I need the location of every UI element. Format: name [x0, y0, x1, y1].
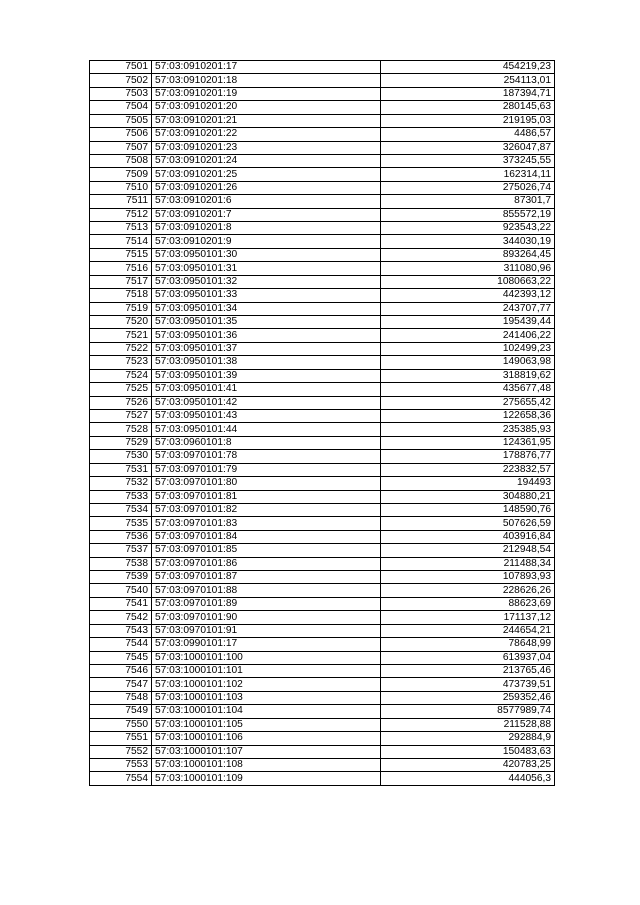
cadastral-value-cell: 195439,44: [381, 316, 555, 329]
cadastral-value-cell: 373245,55: [381, 154, 555, 167]
cadastral-value-cell: 444056,3: [381, 772, 555, 785]
table-row: [90, 316, 555, 329]
cadastral-value-cell: 228626,26: [381, 584, 555, 597]
table-row: [90, 503, 555, 516]
cadastral-number-cell: 57:03:0950101:35: [152, 316, 381, 329]
row-number-cell: 7519: [90, 302, 152, 315]
cadastral-value-cell: 211528,88: [381, 718, 555, 731]
table-row: [90, 718, 555, 731]
table-row: [90, 517, 555, 530]
row-number-cell: 7529: [90, 436, 152, 449]
cadastral-number-cell: 57:03:0910201:22: [152, 128, 381, 141]
cadastral-number-cell: 57:03:0990101:17: [152, 638, 381, 651]
row-number-cell: 7526: [90, 396, 152, 409]
cadastral-value-cell: 171137,12: [381, 611, 555, 624]
table-row: [90, 128, 555, 141]
row-number-cell: 7552: [90, 745, 152, 758]
row-number-cell: 7524: [90, 369, 152, 382]
cadastral-value-table: [89, 60, 555, 786]
row-number-cell: 7528: [90, 423, 152, 436]
table-row: [90, 584, 555, 597]
cadastral-value-cell: 275655,42: [381, 396, 555, 409]
cadastral-number-cell: 57:03:0910201:18: [152, 74, 381, 87]
table-body: [90, 61, 555, 786]
row-number-cell: 7503: [90, 87, 152, 100]
row-number-cell: 7548: [90, 691, 152, 704]
cadastral-number-cell: 57:03:0910201:7: [152, 208, 381, 221]
cadastral-value-cell: 162314,11: [381, 168, 555, 181]
table-row: [90, 195, 555, 208]
row-number-cell: 7505: [90, 114, 152, 127]
cadastral-number-cell: 57:03:0970101:87: [152, 571, 381, 584]
cadastral-number-cell: 57:03:0950101:43: [152, 409, 381, 422]
row-number-cell: 7525: [90, 383, 152, 396]
row-number-cell: 7535: [90, 517, 152, 530]
row-number-cell: 7544: [90, 638, 152, 651]
table-row: [90, 436, 555, 449]
cadastral-value-cell: 893264,45: [381, 248, 555, 261]
cadastral-value-cell: 311080,96: [381, 262, 555, 275]
table-row: [90, 168, 555, 181]
cadastral-number-cell: 57:03:0950101:30: [152, 248, 381, 261]
row-number-cell: 7534: [90, 503, 152, 516]
cadastral-number-cell: 57:03:0910201:6: [152, 195, 381, 208]
table-row: [90, 423, 555, 436]
cadastral-number-cell: 57:03:0950101:36: [152, 329, 381, 342]
table-row: [90, 101, 555, 114]
row-number-cell: 7521: [90, 329, 152, 342]
cadastral-number-cell: 57:03:1000101:100: [152, 651, 381, 664]
cadastral-value-cell: 124361,95: [381, 436, 555, 449]
table-row: [90, 463, 555, 476]
cadastral-value-cell: 187394,71: [381, 87, 555, 100]
cadastral-number-cell: 57:03:0970101:86: [152, 557, 381, 570]
row-number-cell: 7542: [90, 611, 152, 624]
row-number-cell: 7531: [90, 463, 152, 476]
row-number-cell: 7513: [90, 222, 152, 235]
table-row: [90, 409, 555, 422]
cadastral-value-cell: 304880,21: [381, 490, 555, 503]
cadastral-number-cell: 57:03:0910201:21: [152, 114, 381, 127]
row-number-cell: 7518: [90, 289, 152, 302]
cadastral-value-cell: 613937,04: [381, 651, 555, 664]
row-number-cell: 7543: [90, 624, 152, 637]
cadastral-number-cell: 57:03:0970101:79: [152, 463, 381, 476]
cadastral-number-cell: 57:03:0970101:81: [152, 490, 381, 503]
table-row: [90, 222, 555, 235]
table-row: [90, 302, 555, 315]
table-row: [90, 490, 555, 503]
cadastral-value-cell: 213765,46: [381, 664, 555, 677]
table-row: [90, 638, 555, 651]
cadastral-value-cell: 178876,77: [381, 450, 555, 463]
cadastral-value-cell: 78648,99: [381, 638, 555, 651]
row-number-cell: 7522: [90, 342, 152, 355]
table-row: [90, 208, 555, 221]
cadastral-number-cell: 57:03:0970101:90: [152, 611, 381, 624]
row-number-cell: 7509: [90, 168, 152, 181]
row-number-cell: 7537: [90, 544, 152, 557]
cadastral-number-cell: 57:03:0910201:17: [152, 61, 381, 74]
cadastral-value-cell: 122658,36: [381, 409, 555, 422]
table-row: [90, 396, 555, 409]
row-number-cell: 7533: [90, 490, 152, 503]
table-row: [90, 329, 555, 342]
cadastral-value-cell: 8577989,74: [381, 705, 555, 718]
cadastral-number-cell: 57:03:0950101:34: [152, 302, 381, 315]
cadastral-value-cell: 87301,7: [381, 195, 555, 208]
cadastral-number-cell: 57:03:0970101:88: [152, 584, 381, 597]
row-number-cell: 7508: [90, 154, 152, 167]
table-row: [90, 87, 555, 100]
cadastral-value-cell: 107893,93: [381, 571, 555, 584]
table-row: [90, 248, 555, 261]
table-row: [90, 154, 555, 167]
table-row: [90, 275, 555, 288]
cadastral-number-cell: 57:03:0910201:9: [152, 235, 381, 248]
cadastral-number-cell: 57:03:0910201:8: [152, 222, 381, 235]
cadastral-value-cell: 855572,19: [381, 208, 555, 221]
table-row: [90, 611, 555, 624]
cadastral-value-cell: 292884,9: [381, 732, 555, 745]
cadastral-number-cell: 57:03:0970101:78: [152, 450, 381, 463]
cadastral-number-cell: 57:03:1000101:106: [152, 732, 381, 745]
row-number-cell: 7510: [90, 181, 152, 194]
table-row: [90, 342, 555, 355]
table-row: [90, 383, 555, 396]
cadastral-value-cell: 194493: [381, 477, 555, 490]
cadastral-number-cell: 57:03:1000101:105: [152, 718, 381, 731]
row-number-cell: 7507: [90, 141, 152, 154]
cadastral-number-cell: 57:03:0910201:26: [152, 181, 381, 194]
cadastral-number-cell: 57:03:0970101:80: [152, 477, 381, 490]
cadastral-value-cell: 442393,12: [381, 289, 555, 302]
cadastral-number-cell: 57:03:0950101:32: [152, 275, 381, 288]
row-number-cell: 7541: [90, 597, 152, 610]
row-number-cell: 7530: [90, 450, 152, 463]
row-number-cell: 7515: [90, 248, 152, 261]
table-row: [90, 530, 555, 543]
table-row: [90, 544, 555, 557]
table-row: [90, 651, 555, 664]
row-number-cell: 7547: [90, 678, 152, 691]
cadastral-number-cell: 57:03:0950101:37: [152, 342, 381, 355]
cadastral-value-cell: 88623,69: [381, 597, 555, 610]
table-row: [90, 597, 555, 610]
cadastral-value-cell: 219195,03: [381, 114, 555, 127]
table-row: [90, 356, 555, 369]
cadastral-number-cell: 57:03:0910201:24: [152, 154, 381, 167]
row-number-cell: 7545: [90, 651, 152, 664]
cadastral-value-cell: 235385,93: [381, 423, 555, 436]
table-row: [90, 691, 555, 704]
cadastral-value-cell: 435677,48: [381, 383, 555, 396]
cadastral-number-cell: 57:03:0950101:42: [152, 396, 381, 409]
row-number-cell: 7504: [90, 101, 152, 114]
cadastral-value-cell: 150483,63: [381, 745, 555, 758]
cadastral-number-cell: 57:03:1000101:102: [152, 678, 381, 691]
table-row: [90, 369, 555, 382]
cadastral-number-cell: 57:03:1000101:104: [152, 705, 381, 718]
cadastral-value-cell: 473739,51: [381, 678, 555, 691]
table-row: [90, 114, 555, 127]
table-row: [90, 678, 555, 691]
cadastral-value-cell: 507626,59: [381, 517, 555, 530]
row-number-cell: 7554: [90, 772, 152, 785]
table-row: [90, 235, 555, 248]
table-row: [90, 745, 555, 758]
cadastral-value-cell: 4486,57: [381, 128, 555, 141]
table-row: [90, 61, 555, 74]
cadastral-value-cell: 280145,63: [381, 101, 555, 114]
cadastral-number-cell: 57:03:0960101:8: [152, 436, 381, 449]
row-number-cell: 7514: [90, 235, 152, 248]
row-number-cell: 7551: [90, 732, 152, 745]
cadastral-value-cell: 1080663,22: [381, 275, 555, 288]
cadastral-number-cell: 57:03:0970101:91: [152, 624, 381, 637]
table-row: [90, 664, 555, 677]
row-number-cell: 7550: [90, 718, 152, 731]
row-number-cell: 7536: [90, 530, 152, 543]
cadastral-number-cell: 57:03:0950101:44: [152, 423, 381, 436]
table-row: [90, 262, 555, 275]
table-row: [90, 758, 555, 771]
cadastral-number-cell: 57:03:0950101:39: [152, 369, 381, 382]
cadastral-number-cell: 57:03:0950101:31: [152, 262, 381, 275]
cadastral-number-cell: 57:03:0910201:23: [152, 141, 381, 154]
cadastral-value-cell: 275026,74: [381, 181, 555, 194]
cadastral-value-cell: 223832,57: [381, 463, 555, 476]
table-row: [90, 732, 555, 745]
cadastral-number-cell: 57:03:1000101:103: [152, 691, 381, 704]
row-number-cell: 7532: [90, 477, 152, 490]
row-number-cell: 7517: [90, 275, 152, 288]
row-number-cell: 7523: [90, 356, 152, 369]
row-number-cell: 7516: [90, 262, 152, 275]
cadastral-value-cell: 326047,87: [381, 141, 555, 154]
cadastral-number-cell: 57:03:1000101:108: [152, 758, 381, 771]
row-number-cell: 7538: [90, 557, 152, 570]
cadastral-number-cell: 57:03:0970101:82: [152, 503, 381, 516]
cadastral-number-cell: 57:03:0970101:84: [152, 530, 381, 543]
cadastral-value-cell: 318819,62: [381, 369, 555, 382]
table-row: [90, 557, 555, 570]
cadastral-value-cell: 923543,22: [381, 222, 555, 235]
cadastral-value-cell: 454219,23: [381, 61, 555, 74]
table-row: [90, 624, 555, 637]
row-number-cell: 7527: [90, 409, 152, 422]
cadastral-value-cell: 148590,76: [381, 503, 555, 516]
cadastral-value-cell: 212948,54: [381, 544, 555, 557]
cadastral-value-cell: 149063,98: [381, 356, 555, 369]
cadastral-value-cell: 403916,84: [381, 530, 555, 543]
table-row: [90, 477, 555, 490]
cadastral-value-cell: 259352,46: [381, 691, 555, 704]
row-number-cell: 7501: [90, 61, 152, 74]
cadastral-number-cell: 57:03:0950101:33: [152, 289, 381, 302]
table-row: [90, 571, 555, 584]
table-row: [90, 705, 555, 718]
cadastral-number-cell: 57:03:0970101:83: [152, 517, 381, 530]
row-number-cell: 7549: [90, 705, 152, 718]
cadastral-value-cell: 241406,22: [381, 329, 555, 342]
cadastral-value-cell: 420783,25: [381, 758, 555, 771]
cadastral-number-cell: 57:03:1000101:109: [152, 772, 381, 785]
cadastral-number-cell: 57:03:1000101:101: [152, 664, 381, 677]
table-row: [90, 181, 555, 194]
table-row: [90, 772, 555, 785]
cadastral-value-cell: 344030,19: [381, 235, 555, 248]
row-number-cell: 7553: [90, 758, 152, 771]
cadastral-number-cell: 57:03:0910201:19: [152, 87, 381, 100]
row-number-cell: 7502: [90, 74, 152, 87]
cadastral-number-cell: 57:03:0910201:20: [152, 101, 381, 114]
cadastral-value-cell: 254113,01: [381, 74, 555, 87]
cadastral-value-cell: 244654,21: [381, 624, 555, 637]
table-row: [90, 450, 555, 463]
cadastral-number-cell: 57:03:0950101:38: [152, 356, 381, 369]
cadastral-number-cell: 57:03:0970101:85: [152, 544, 381, 557]
row-number-cell: 7511: [90, 195, 152, 208]
row-number-cell: 7506: [90, 128, 152, 141]
cadastral-value-cell: 102499,23: [381, 342, 555, 355]
row-number-cell: 7539: [90, 571, 152, 584]
cadastral-number-cell: 57:03:0950101:41: [152, 383, 381, 396]
row-number-cell: 7540: [90, 584, 152, 597]
table-row: [90, 289, 555, 302]
row-number-cell: 7546: [90, 664, 152, 677]
row-number-cell: 7520: [90, 316, 152, 329]
cadastral-number-cell: 57:03:1000101:107: [152, 745, 381, 758]
cadastral-number-cell: 57:03:0910201:25: [152, 168, 381, 181]
row-number-cell: 7512: [90, 208, 152, 221]
table-row: [90, 141, 555, 154]
table-row: [90, 74, 555, 87]
cadastral-number-cell: 57:03:0970101:89: [152, 597, 381, 610]
cadastral-value-cell: 243707,77: [381, 302, 555, 315]
cadastral-value-cell: 211488,34: [381, 557, 555, 570]
